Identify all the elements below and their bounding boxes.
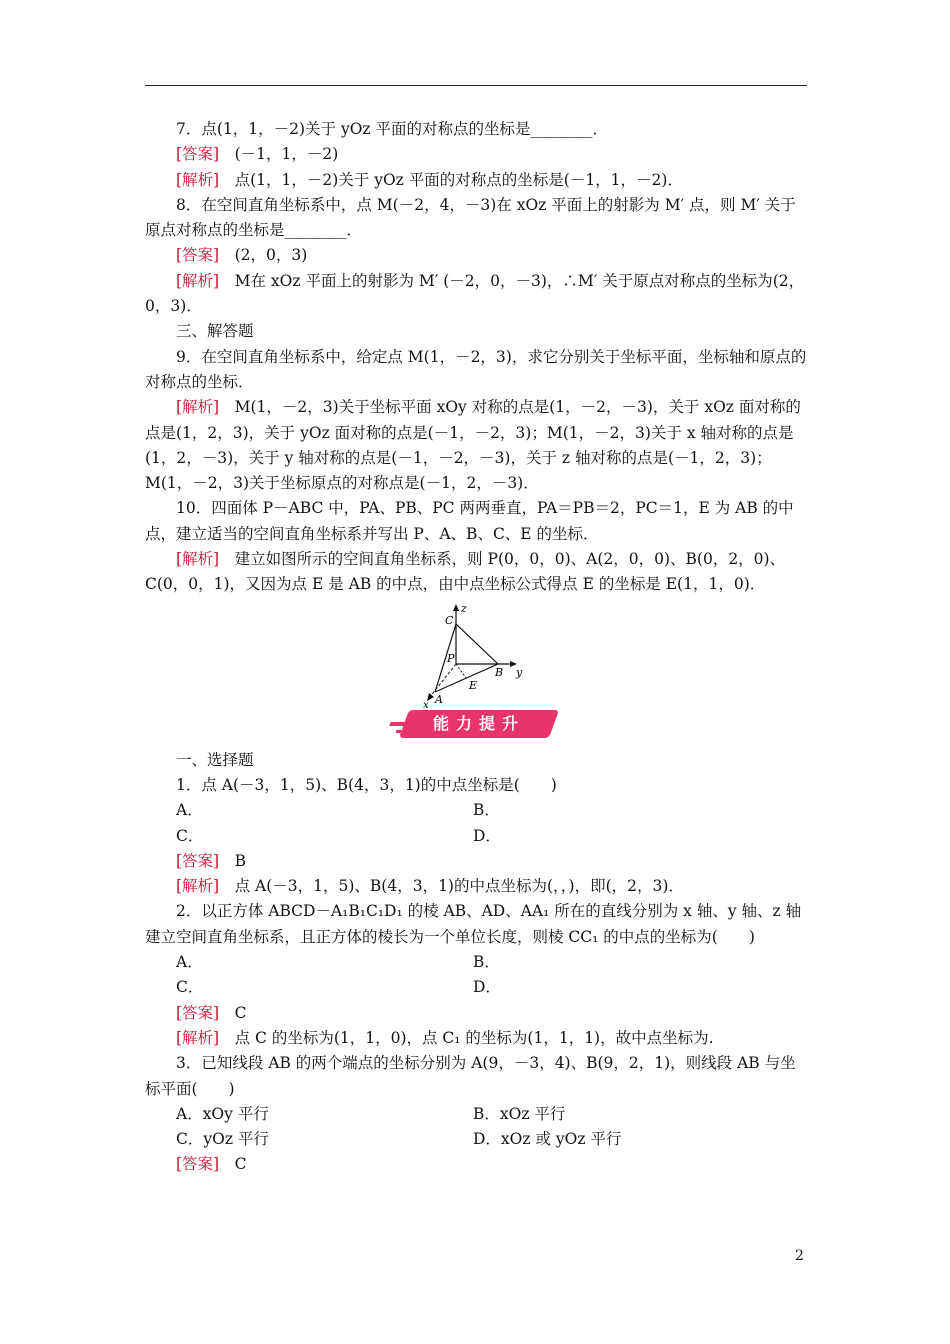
q8-text: 8．在空间直角坐标系中，点 M(－2，4，－3)在 xOz 平面上的射影为 M′ 点，则 M′ 关于原点对称点的坐标是________． [145,195,796,240]
q2-options-row [145,975,807,1000]
q10-explanation [145,547,807,598]
q9-text: 9．在空间直角坐标系中，给定点 M(1，－2，3)，求它分别关于坐标平面，坐标轴和原点的对称点的坐标． [145,347,807,391]
explanation-tag: [解析] [176,170,220,189]
q3-answer [145,1152,807,1177]
option-B: B． [473,801,500,820]
explanation-text: 点 C 的坐标为(1，1，0)，点 C₁ 的坐标为(1，1，1)，故中点坐标为. [219,1028,714,1047]
q2-text: 2．以正方体 ABCD－A₁B₁C₁D₁ 的棱 AB、AD、AA₁ 所在的直线分别为 x 轴、y 轴、z 轴建立空间直角坐标系，且正方体的棱长为一个单位长度，则棱 CC₁ 的中点的坐标为( ) [145,902,802,946]
option-A: A． [176,953,203,972]
answer-text: B [219,851,246,870]
explanation-tag: [解析] [176,877,220,896]
q2-options-row [145,950,807,975]
option-B: B．xOz 平行 [473,1104,566,1123]
q8-explanation [145,269,807,320]
explanation-tag: [解析] [176,398,220,417]
label-B: B [495,665,504,679]
explanation-text: 点(1，1，－2)关于 yOz 平面的对称点的坐标是(－1，1，－2)． [219,170,683,189]
tetrahedron-figure [145,598,807,708]
z-arrow-icon [453,604,459,611]
label-P: P [447,651,455,665]
label-y: y [516,665,523,679]
q3-options-row [145,1102,807,1127]
q8-answer [145,243,807,268]
edge-CB [456,624,498,664]
q1-options-row [145,824,807,849]
answer-tag: [答案] [176,851,220,870]
answer-tag: [答案] [176,246,220,265]
q10-text: 10．四面体 P－ABC 中，PA、PB、PC 两两垂直，PA＝PB＝2，PC＝1，E 为 AB 的中点，建立适当的空间直角坐标系并写出 P、A、B、C、E 的坐标． [145,499,794,543]
section-heading: 一、选择题 [176,750,254,769]
tetrahedron-diagram [421,602,531,708]
q7-answer [145,142,807,167]
label-E: E [469,678,478,692]
q1-text: 1．点 A(－3，1，5)、B(4，3，1)的中点坐标是( ) [176,775,557,794]
label-A: A [435,692,443,706]
section-heading: 三、解答题 [176,322,254,341]
page-number: 2 [795,1248,804,1264]
q7-explanation [145,168,807,193]
page-content [145,117,807,1178]
q1-answer [145,849,807,874]
answer-text: (2，0，3) [219,246,308,265]
explanation-tag: [解析] [176,1028,220,1047]
option-D: D． [473,826,501,845]
q9-explanation [145,395,807,496]
answer-text: C [219,1155,247,1174]
answer-tag: [答案] [176,1003,220,1022]
banner-title: 能力提升 [432,713,525,733]
explanation-tag: [解析] [176,550,220,569]
option-C: C．yOz 平行 [176,1130,269,1149]
q2-explanation [145,1026,807,1051]
option-C: C． [176,826,204,845]
option-B: B． [473,953,500,972]
edge-PE [456,664,466,678]
label-x: x [423,699,429,708]
explanation-tag: [解析] [176,271,220,290]
answer-text: (－1，1，－2) [219,145,339,164]
q2-answer [145,1001,807,1026]
option-D: D． [473,978,501,997]
explanation-text: 建立如图所示的空间直角坐标系，则 P(0，0，0)、A(2，0，0)、B(0，2，0)、C(0，0，1)，又因为点 E 是 AB 的中点，由中点坐标公式得点 E 的坐标是 E(1，1，0)． [145,550,786,594]
answer-text: C [219,1003,247,1022]
section-banner [145,710,807,740]
explanation-text: M(1，－2，3)关于坐标平面 xOy 对称的点是(1，－2，－3)，关于 xOz 面对称的点是(1，2，3)，关于 yOz 面对称的点是(－1，－2，3)；M(1，－2，3)关于 x 轴对称的点是(1，2，－3)，关于 y 轴对称的点是(－1，－2，－3)，关于 z 轴对称的点是(－1，2，3)；M(1，－2，3)关于坐标原点的对称点是(－1，2，－3)． [145,398,801,493]
q3-options-row [145,1127,807,1152]
q1-options-row [145,798,807,823]
edge-AB [435,664,498,692]
answer-tag: [答案] [176,1155,220,1174]
label-C: C [445,613,454,627]
answer-tag: [答案] [176,145,220,164]
explanation-text: M在 xOz 平面上的射影为 M′ (－2，0，－3)，∴M′ 关于原点对称点的坐标为(2，0，3)． [145,271,805,316]
q7-text: 7．点(1，1，－2)关于 yOz 平面的对称点的坐标是________． [176,120,609,138]
label-z: z [461,601,467,615]
option-C: C． [176,978,204,997]
option-A: A． [176,801,203,820]
header-rule [145,85,807,86]
q3-text: 3．已知线段 AB 的两个端点的坐标分别为 A(9，－3，4)、B(9，2，1)，则线段 AB 与坐标平面( ) [145,1054,796,1098]
q1-explanation [145,874,807,899]
explanation-text: 点 A(－3，1，5)、B(4，3，1)的中点坐标为(，，)，即(，2，3)． [219,877,684,896]
option-A: A．xOy 平行 [176,1104,269,1123]
option-D: D．xOz 或 yOz 平行 [473,1130,622,1149]
